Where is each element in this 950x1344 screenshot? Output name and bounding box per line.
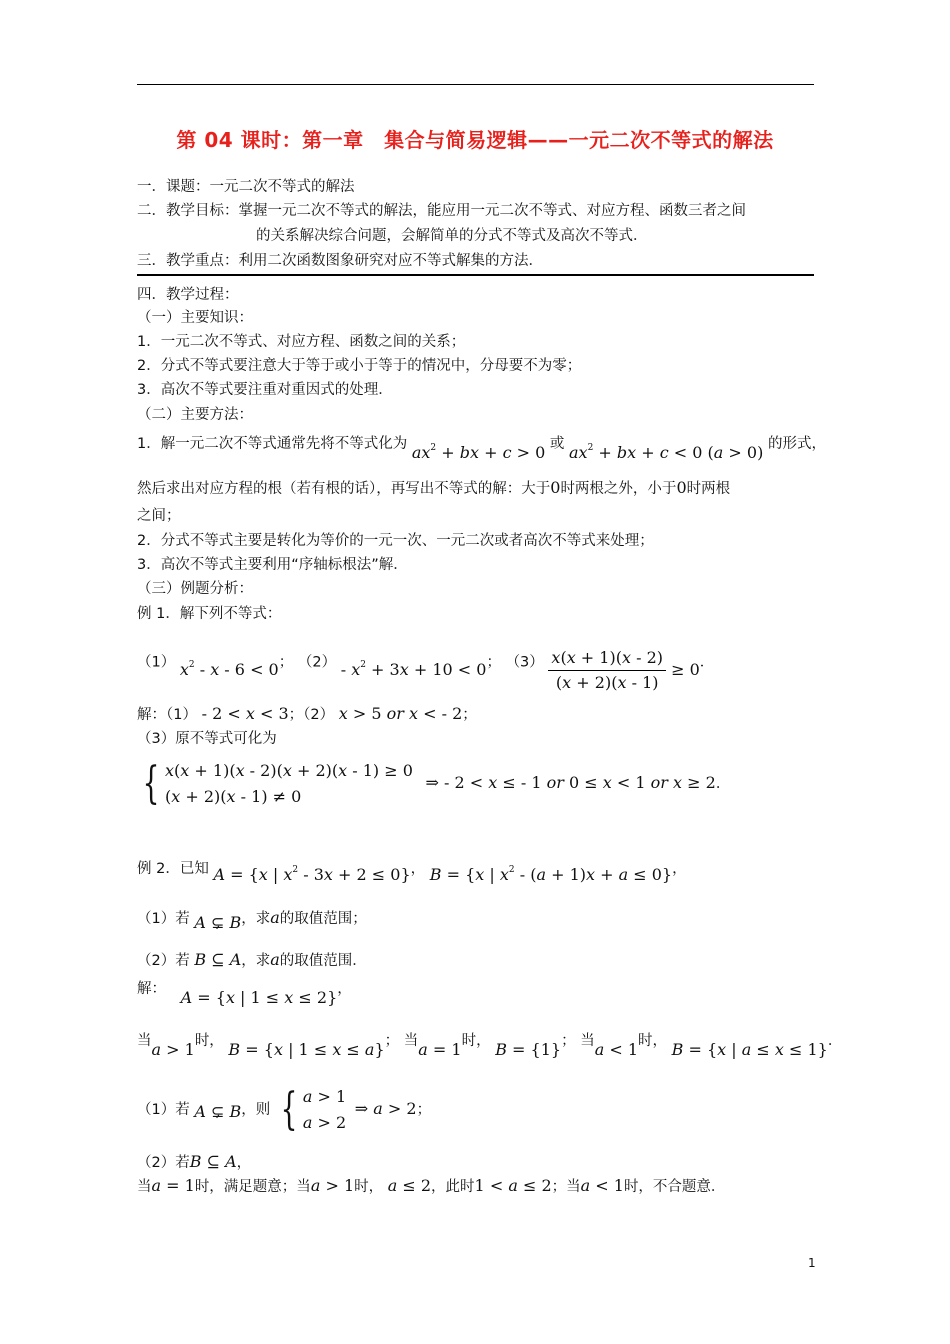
example-2-answer-2-cases: 当a = 1时，满足题意；当a > 1时， a ≤ 2，此时1 < a ≤ 2；当a < 1时，不合题意． [137,1176,726,1195]
example-2-solution: 解： A = {x | 1 ≤ x ≤ 2}， [137,981,352,1007]
example-1-system: { x(x + 1)(x - 2)(x + 2)(x - 1) ≥ 0 (x + 2)(x - 1) ≠ 0 ⇒ - 2 < x ≤ - 1 or 0 ≤ x < 1 or x ≥ 2． [142,758,731,809]
section-process: 四．教学过程： [137,287,239,303]
methods-heading: （二）主要方法： [137,407,253,423]
section-goals: 二．教学目标：掌握一元二次不等式的解法，能应用一元二次不等式、对应方程、函数三者之间 [137,203,746,219]
method-item-1-end: 之间； [137,508,181,524]
example-1-problems: （1） $x^2 - x - 6 < 0$； $(2) - x^2 + 3x + 10 < 0$； （3） $\frac{x(x + 1)(x - 2)}{(x + 2)(x - 1)}$ ≥ 0． [137,648,715,692]
example-1-solution-3: （3）原不等式可化为 [137,731,277,747]
example-1-solution: 解：（1） - 2 < x < 3；（2） x > 5 or x < - 2； [137,704,477,723]
page-number: 1 [808,1256,816,1270]
lesson-title: 第 04 课时：第一章 集合与简易逻辑——一元二次不等式的解法 [176,128,774,152]
method-item-1: 1．解一元二次不等式通常先将不等式化为 $ax^2$ + bx + c > 0 或 $ax^2$ + bx + c < 0 (a > 0) 的形式， [137,436,826,462]
section-focus: 三．教学重点：利用二次函数图象研究对应不等式解集的方法． [137,253,543,269]
example-1-prompt: 例 1．解下列不等式： [137,606,282,622]
knowledge-item-3: 3．高次不等式要注重对重因式的处理． [137,382,393,398]
example-2-question-1: （1）若 A ⊊ B，求a的取值范围； [137,908,367,932]
example-2-prompt: 例 2．已知 A = {x | $x^2 - 3x + 2 \le 0$}， B = {x | $x^2 - (a + 1)x + a \le 0$}， [137,861,687,884]
method-item-2: 2．分式不等式主要是转化为等价的一元一次、一元二次或者高次不等式来处理； [137,533,654,549]
example-2-question-2: （2）若 B ⊆ A，求a的取值范围． [137,950,367,969]
section-goals-cont: 的关系解决综合问题，会解简单的分式不等式及高次不等式． [256,228,648,244]
example-2-cases: 当a > 1时， B = {x | 1 ≤ x ≤ a}； 当a = 1时， B = {1}； 当a < 1时， B = {x | a ≤ x ≤ 1}． [137,1033,843,1059]
example-2-answer-1: （1）若 A ⊊ B，则 { a > 1 a > 2 ⇒ a > 2； [137,1084,432,1135]
method-item-1-cont: 然后求出对应方程的根（若有根的话），再写出不等式的解：大于0时两根之外，小于0时两根 [137,478,731,497]
section-rule [137,274,814,276]
section-topic: 一．课题：一元二次不等式的解法 [137,179,355,195]
knowledge-item-1: 1．一元二次不等式、对应方程、函数之间的关系； [137,334,466,350]
knowledge-item-2: 2．分式不等式要注意大于等于或小于等于的情况中，分母要不为零； [137,358,582,374]
example-2-answer-2: （2）若B ⊆ A， [137,1152,252,1171]
method-item-3: 3．高次不等式主要利用“序轴标根法”解． [137,557,408,573]
examples-heading: （三）例题分析： [137,581,253,597]
header-rule [137,84,814,85]
knowledge-heading: （一）主要知识： [137,310,253,326]
